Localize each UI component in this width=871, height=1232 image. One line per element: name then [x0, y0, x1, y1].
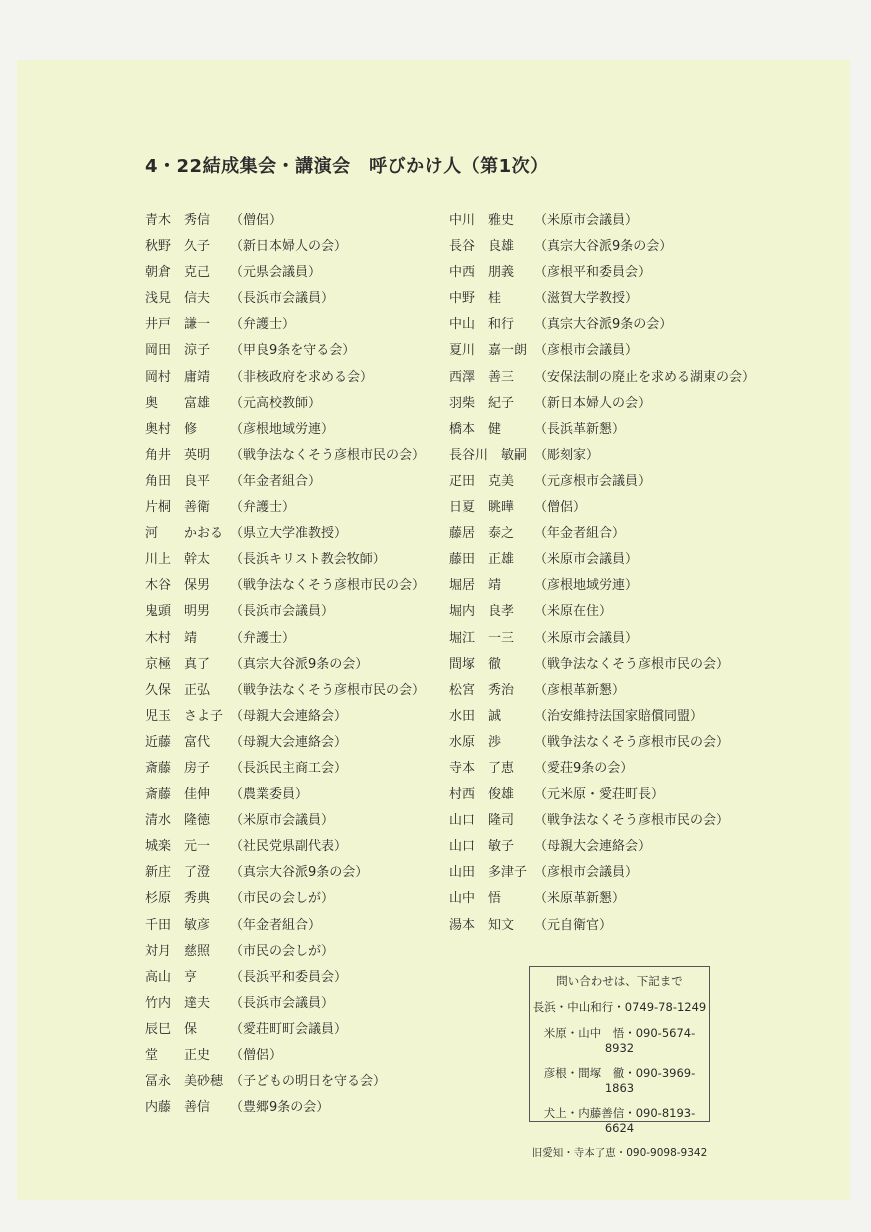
contact-box	[529, 966, 710, 1159]
person-name: 堀内 良孝	[449, 604, 515, 620]
person-affiliation: （米原市会議員）	[534, 630, 639, 646]
person-affiliation: （元県会議員）	[230, 265, 322, 281]
contact-line: 長浜・中山和行・0749-78-1249	[532, 1000, 707, 1014]
person-affiliation: （真宗大谷派9条の会）	[230, 656, 369, 672]
person-affiliation: （僧侶）	[534, 500, 587, 516]
person-affiliation: （彦根地域労連）	[534, 578, 639, 594]
person-name: 中山 和行	[449, 317, 515, 333]
person-affiliation: （新日本婦人の会）	[534, 395, 652, 411]
person-name: 岡村 庸靖	[145, 369, 211, 385]
person-affiliation: （僧侶）	[230, 1048, 283, 1063]
person-name: 竹内 達夫	[145, 995, 211, 1011]
person-name: 斎藤 房子	[145, 760, 211, 776]
person-name: 木村 靖	[145, 630, 198, 646]
person-name: 湯本 知文	[449, 917, 515, 933]
person-affiliation: （長浜市会議員）	[230, 604, 335, 620]
person-name: 鬼頭 明男	[145, 604, 211, 620]
person-name: 近藤 富代	[145, 734, 211, 750]
person-affiliation: （戦争法なくそう彦根市民の会）	[230, 578, 426, 594]
person-name: 角田 良平	[145, 473, 211, 489]
person-name: 新庄 了澄	[145, 865, 211, 881]
person-name: 木谷 保男	[145, 578, 211, 594]
contact-line: 犬上・内藤善信・090-8193-6624	[543, 1106, 696, 1135]
person-affiliation: （農業委員）	[230, 787, 309, 803]
person-affiliation: （弁護士）	[230, 317, 296, 333]
person-name: 夏川 嘉一朗	[449, 343, 528, 359]
person-name: 京極 真了	[145, 656, 211, 672]
person-affiliation: （僧侶）	[230, 213, 283, 228]
person-affiliation: （長浜革新懇）	[534, 421, 626, 437]
person-name: 間塚 徹	[449, 656, 502, 672]
person-name: 長谷 良雄	[449, 239, 515, 255]
person-affiliation: （戦争法なくそう彦根市民の会）	[534, 656, 730, 672]
flyer-sheet	[17, 60, 850, 1200]
person-name: 片桐 善衛	[145, 500, 211, 516]
person-affiliation: （真宗大谷派9条の会）	[534, 317, 673, 333]
person-name: 松宮 秀治	[449, 682, 515, 698]
person-affiliation: （市民の会しが）	[230, 943, 335, 959]
person-name: 久保 正弘	[145, 682, 211, 698]
person-affiliation: （長浜平和委員会）	[230, 969, 348, 985]
person-name: 角井 英明	[145, 447, 211, 463]
person-affiliation: （米原革新懇）	[534, 891, 626, 907]
person-affiliation: （真宗大谷派9条の会）	[534, 239, 673, 255]
person-name: 辰巳 保	[145, 1021, 198, 1037]
person-affiliation: （米原市会議員）	[534, 213, 639, 228]
person-affiliation: （彦根市会議員）	[534, 343, 639, 359]
person-affiliation: （米原市会議員）	[230, 813, 335, 829]
person-name: 杉原 秀典	[145, 891, 211, 907]
person-name: 藤居 泰之	[449, 526, 515, 542]
person-affiliation: （元米原・愛荘町長）	[534, 787, 665, 803]
person-affiliation: （弁護士）	[230, 500, 296, 516]
person-name: 村西 俊雄	[449, 787, 515, 803]
person-affiliation: （米原市会議員）	[534, 552, 639, 568]
person-affiliation: （年金者組合）	[230, 473, 322, 489]
person-name: 浅見 信夫	[145, 291, 211, 307]
person-name: 奥 富雄	[145, 395, 211, 411]
person-name: 中西 朋義	[449, 265, 515, 281]
person-affiliation: （年金者組合）	[230, 917, 322, 933]
person-name: 西澤 善三	[449, 369, 515, 385]
person-affiliation: （治安維持法国家賠償同盟）	[534, 708, 704, 724]
person-name: 堀江 一三	[449, 630, 515, 646]
person-affiliation: （元高校教師）	[230, 395, 322, 411]
person-name: 青木 秀信	[145, 213, 211, 228]
person-name: 児玉 さよ子	[145, 708, 224, 724]
person-name: 斎藤 佳伸	[145, 787, 211, 803]
person-affiliation: （戦争法なくそう彦根市民の会）	[534, 734, 730, 750]
person-affiliation: （元彦根市会議員）	[534, 473, 652, 489]
person-affiliation: （豊郷9条の会）	[230, 1100, 330, 1116]
person-affiliation: （母親大会連絡会）	[534, 839, 652, 855]
person-affiliation: （年金者組合）	[534, 526, 626, 542]
person-affiliation: （母親大会連絡会）	[230, 734, 348, 750]
person-name: 堂 正史	[145, 1048, 211, 1063]
person-name: 奥村 修	[145, 421, 198, 437]
person-affiliation: （彦根平和委員会）	[534, 265, 652, 281]
person-name: 河 かおる	[145, 526, 224, 542]
person-affiliation: （彫刻家）	[534, 447, 600, 463]
person-name: 清水 隆徳	[145, 813, 211, 829]
person-name: 水原 渉	[449, 734, 502, 750]
contact-line: 彦根・間塚 徹・090-3969-1863	[543, 1066, 696, 1095]
person-name: 水田 誠	[449, 708, 502, 724]
person-name: 対月 慈照	[145, 943, 211, 959]
person-name: 疋田 克美	[449, 473, 515, 489]
person-name: 堀居 靖	[449, 578, 502, 594]
person-affiliation: （戦争法なくそう彦根市民の会）	[230, 447, 426, 463]
person-name: 冨永 美砂穂	[145, 1074, 224, 1090]
person-affiliation: （弁護士）	[230, 630, 296, 646]
person-name: 橋本 健	[449, 421, 502, 437]
person-affiliation: （長浜キリスト教会牧師）	[230, 552, 386, 568]
person-name: 井戸 謙一	[145, 317, 211, 333]
person-name: 朝倉 克己	[145, 265, 211, 281]
person-affiliation: （彦根革新懇）	[534, 682, 626, 698]
person-name: 山田 多津子	[449, 865, 528, 881]
person-name: 山口 隆司	[449, 813, 515, 829]
person-affiliation: （彦根市会議員）	[534, 865, 639, 881]
person-affiliation: （非核政府を求める会）	[230, 369, 374, 385]
person-affiliation: （新日本婦人の会）	[230, 239, 348, 255]
person-affiliation: （子どもの明日を守る会）	[230, 1074, 387, 1090]
person-name: 川上 幹太	[145, 552, 211, 568]
person-name: 城楽 元一	[145, 839, 211, 855]
person-name: 日夏 眺曄	[449, 500, 515, 516]
person-affiliation: （甲良9条を守る会）	[230, 343, 356, 359]
contact-header: 問い合わせは、下記まで	[556, 974, 683, 988]
person-affiliation: （市民の会しが）	[230, 891, 335, 907]
person-name: 藤田 正雄	[449, 552, 515, 568]
person-name: 岡田 涼子	[145, 343, 211, 359]
person-name: 内藤 善信	[145, 1100, 211, 1116]
person-name: 長谷川 敏嗣	[449, 447, 528, 463]
person-affiliation: （社民党県副代表）	[230, 839, 348, 855]
person-name: 秋野 久子	[145, 239, 211, 255]
person-affiliation: （母親大会連絡会）	[230, 708, 348, 724]
person-name: 高山 亨	[145, 969, 198, 985]
person-affiliation: （長浜市会議員）	[230, 995, 335, 1011]
person-affiliation: （愛荘町町会議員）	[230, 1021, 348, 1037]
person-name: 山中 悟	[449, 891, 502, 907]
person-affiliation: （彦根地域労連）	[230, 421, 335, 437]
person-affiliation: （滋賀大学教授）	[534, 291, 639, 307]
contact-line: 旧愛知・寺本了恵・090-9098-9342	[531, 1147, 708, 1159]
person-name: 中川 雅史	[449, 213, 515, 228]
person-affiliation: （戦争法なくそう彦根市民の会）	[230, 682, 426, 698]
person-affiliation: （長浜民主商工会）	[230, 760, 348, 776]
person-affiliation: （米原在住）	[534, 604, 613, 620]
person-name: 千田 敏彦	[145, 917, 211, 933]
person-name: 羽柴 紀子	[449, 395, 515, 411]
person-name: 中野 桂	[449, 291, 502, 307]
person-affiliation: （愛荘9条の会）	[534, 760, 634, 776]
person-affiliation: （県立大学准教授）	[230, 526, 348, 542]
person-affiliation: （長浜市会議員）	[230, 291, 335, 307]
person-affiliation: （元自衛官）	[534, 917, 613, 933]
person-affiliation: （戦争法なくそう彦根市民の会）	[534, 813, 730, 829]
person-name: 山口 敏子	[449, 839, 515, 855]
person-affiliation: （安保法制の廃止を求める湖東の会）	[534, 369, 756, 385]
page-title: 4・22結成集会・講演会 呼びかけ人（第1次）	[145, 156, 549, 177]
person-name: 寺本 了恵	[449, 760, 515, 776]
contact-line: 米原・山中 悟・090-5674-8932	[543, 1026, 696, 1055]
person-affiliation: （真宗大谷派9条の会）	[230, 865, 369, 881]
